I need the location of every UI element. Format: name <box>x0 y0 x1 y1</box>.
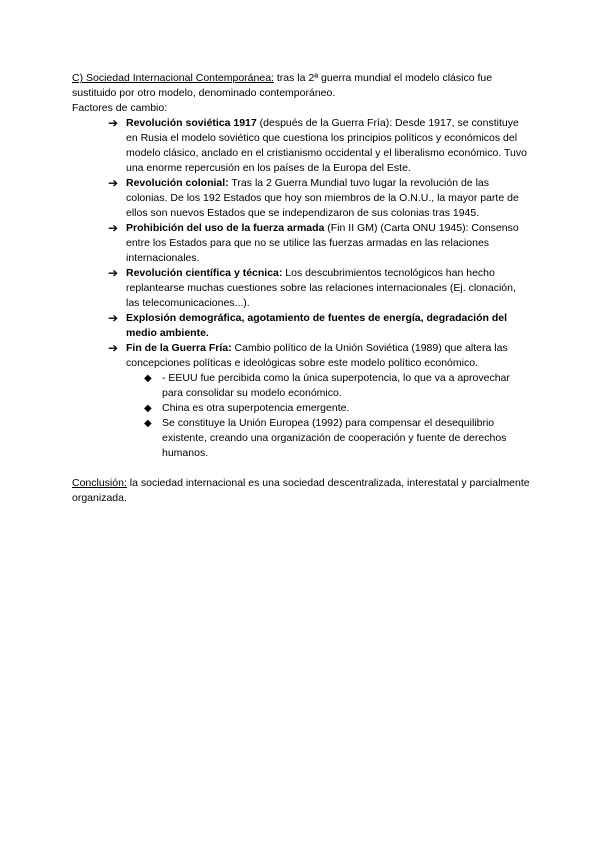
arrow-bullet-icon: ➔ <box>108 341 119 355</box>
subpoints-list <box>126 371 530 461</box>
subpoint-item <box>144 371 530 401</box>
factor-title: Revolución colonial: <box>126 177 229 189</box>
factor-item <box>108 176 530 221</box>
subpoint-text: - EEUU fue percibida como la única superpotencia, lo que va a aprovechar para consolidar su modelo económico. <box>162 372 510 399</box>
factor-title: Prohibición del uso de la fuerza armada <box>126 222 325 234</box>
diamond-bullet-icon: ◆ <box>144 418 152 429</box>
factor-title: Fin de la Guerra Fría: <box>126 342 232 354</box>
conclusion <box>72 476 530 506</box>
factor-item <box>108 221 530 266</box>
diamond-bullet-icon: ◆ <box>144 373 152 384</box>
factor-item <box>108 266 530 311</box>
subpoint-text: China es otra superpotencia emergente. <box>162 402 350 414</box>
factor-text: Cambio político de la Unión Soviética (1989) que altera las concepciones políticas e ideológicas sobre este modelo político económico. <box>126 342 508 369</box>
factor-text: (Fin II GM) (Carta ONU 1945): Consenso entre los Estados para que no se utilice las fuerzas armadas en las relaciones internacionales. <box>126 222 519 264</box>
factor-item <box>108 116 530 176</box>
subpoint-text: Se constituye la Unión Europea (1992) para compensar el desequilibrio existente, creando una organización de cooperación y fuente de derechos humanos. <box>162 417 507 459</box>
arrow-bullet-icon: ➔ <box>108 116 119 130</box>
arrow-bullet-icon: ➔ <box>108 221 119 235</box>
factor-text: Tras la 2 Guerra Mundial tuvo lugar la revolución de las colonias. De los 192 Estados que hoy son miembros de la O.N.U., la mayor parte de ellos son nuevos Estados que se independizaron de sus colonias tras 1945. <box>126 177 519 219</box>
factor-item <box>108 341 530 461</box>
diamond-bullet-icon: ◆ <box>144 403 152 414</box>
subpoint-item <box>144 416 530 461</box>
arrow-bullet-icon: ➔ <box>108 311 119 325</box>
section-heading: C) Sociedad Internacional Contemporánea: <box>72 72 274 84</box>
factor-title: Revolución soviética 1917 <box>126 117 257 129</box>
arrow-bullet-icon: ➔ <box>108 176 119 190</box>
factors-label: Factores de cambio: <box>72 102 168 114</box>
factor-title: Explosión demográfica, agotamiento de fuentes de energía, degradación del medio ambiente. <box>126 312 507 339</box>
subpoint-item <box>144 401 530 416</box>
conclusion-label: Conclusión: <box>72 477 127 489</box>
factors-list <box>72 116 530 461</box>
factor-title: Revolución científica y técnica: <box>126 267 283 279</box>
factor-item <box>108 311 530 341</box>
conclusion-text: la sociedad internacional es una sociedad descentralizada, interestatal y parcialmente organizada. <box>72 477 530 504</box>
section-intro-text: tras la 2ª guerra mundial el modelo clásico fue sustituido por otro modelo, denominado contemporáneo. <box>72 72 493 99</box>
factor-text: (después de la Guerra Fría): Desde 1917, se constituye en Rusia el modelo soviético que cuestiona los principios políticos y económicos del modelo clásico, anclado en el cristianismo occidental y el liberalismo económico. Tuvo una enorme repercusión en los países de la Europa del Este. <box>126 117 527 174</box>
factor-text: Los descubrimientos tecnológicos han hecho replantearse muchas cuestiones sobre las relaciones internacionales (Ej. clonación, las telecomunicaciones...). <box>126 267 516 309</box>
arrow-bullet-icon: ➔ <box>108 266 119 280</box>
section-intro <box>72 71 530 101</box>
